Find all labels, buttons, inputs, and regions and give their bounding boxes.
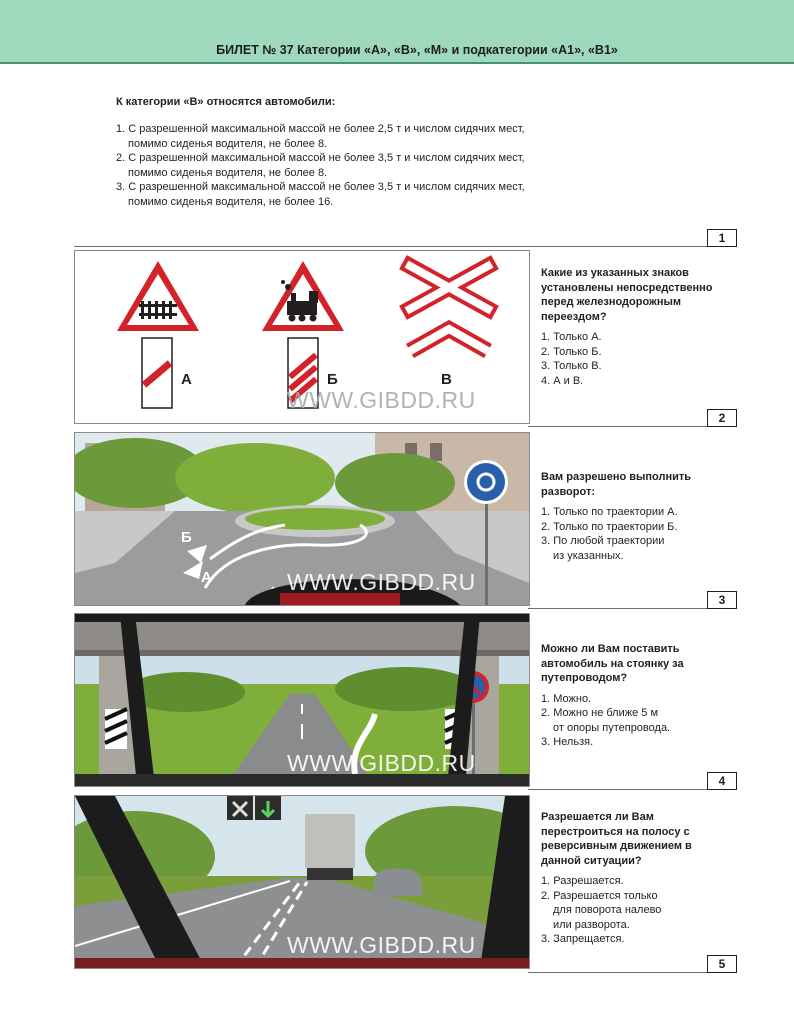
answer-option[interactable]: 4. А и В.	[541, 374, 584, 387]
question-number-box: 4	[707, 772, 737, 790]
question-number-box: 5	[707, 955, 737, 973]
watermark: WWW.GIBDD.RU	[287, 569, 476, 595]
divider	[528, 972, 736, 973]
question-4	[541, 642, 731, 750]
question-3	[541, 470, 731, 563]
answer-option-continuation: для поворота налево	[553, 904, 662, 916]
answer-option-continuation: из указанных.	[553, 549, 624, 562]
watermark: WWW.GIBDD.RU	[287, 750, 476, 776]
divider	[528, 608, 736, 609]
answer-option[interactable]: 1. Только А.	[541, 331, 602, 343]
answer-option[interactable]: 3. Запрещается.	[541, 933, 625, 945]
question-3-title: Вам разрешено выполнить разворот:	[541, 471, 692, 498]
answer-option-continuation: или разворота.	[553, 918, 630, 931]
question-3-image	[74, 432, 530, 606]
sign-label-a: А	[181, 371, 192, 388]
trajectory-label-b: Б	[181, 529, 192, 546]
question-number-box: 3	[707, 591, 737, 609]
sign-a-triangle	[117, 261, 199, 331]
question-2-options	[541, 330, 731, 388]
sign-label-b: Б	[327, 371, 338, 388]
question-1-options	[116, 122, 636, 209]
answer-option[interactable]: 3. Нельзя.	[541, 736, 594, 748]
answer-option[interactable]: 1. Можно.	[541, 692, 592, 705]
watermark: WWW.GIBDD.RU	[287, 387, 476, 413]
question-4-options	[541, 692, 731, 750]
answer-option[interactable]: 2. Можно не ближе 5 м	[541, 707, 659, 719]
question-5-title: Разрешается ли Вам перестроиться на полосу с реверсивным движением в данной ситуации?	[541, 811, 692, 867]
answer-option[interactable]: 1. С разрешенной максимальной массой не более 2,5 т и числом сидячих мест, помимо сиденья водителя, не более 8.	[116, 123, 525, 150]
divider	[528, 426, 736, 427]
question-3-options	[541, 505, 731, 563]
answer-option-continuation: от опоры путепровода.	[553, 721, 671, 734]
answer-option[interactable]: 1. Разрешается.	[541, 875, 624, 887]
sign-a-plate	[142, 338, 172, 408]
question-number-box: 2	[707, 409, 737, 427]
ticket-title: БИЛЕТ № 37 Категории «А», «В», «М» и подкатегории «А1», «В1»	[216, 43, 618, 57]
question-2	[541, 266, 731, 388]
answer-option[interactable]: 2. Разрешается только	[541, 889, 658, 902]
answer-option[interactable]: 2. Только Б.	[541, 345, 602, 358]
question-5	[541, 810, 731, 947]
divider	[74, 246, 736, 247]
sign-b-triangle	[262, 261, 344, 331]
page-header	[0, 0, 794, 64]
answer-option[interactable]: 3. Только В.	[541, 360, 602, 372]
question-2-title: Какие из указанных знаков установлены непосредственно перед железнодорожным переездом?	[541, 267, 713, 323]
answer-option[interactable]: 3. По любой траектории	[541, 535, 665, 547]
question-5-options	[541, 874, 731, 947]
divider	[528, 789, 736, 790]
question-number-box: 1	[707, 229, 737, 247]
sign-v-cross	[410, 266, 488, 351]
sign-label-v: В	[441, 371, 452, 388]
question-1	[116, 96, 636, 209]
question-5-image	[74, 795, 530, 969]
answer-option[interactable]: 2. Только по траектории Б.	[541, 520, 678, 533]
watermark: WWW.GIBDD.RU	[287, 932, 476, 958]
question-2-image	[74, 250, 530, 424]
answer-option[interactable]: 1. Только по траектории А.	[541, 506, 678, 518]
answer-option[interactable]: 3. С разрешенной максимальной массой не более 3,5 т и числом сидячих мест, помимо сиденья водителя, не более 16.	[116, 181, 525, 208]
question-1-title: К категории «В» относятся автомобили:	[116, 96, 336, 108]
question-4-image	[74, 613, 530, 787]
answer-option[interactable]: 2. С разрешенной максимальной массой не более 3,5 т и числом сидячих мест, помимо сиденья водителя, не более 8.	[116, 152, 525, 179]
trajectory-label-a: А	[201, 569, 212, 586]
question-4-title: Можно ли Вам поставить автомобиль на стоянку за путепроводом?	[541, 643, 684, 684]
